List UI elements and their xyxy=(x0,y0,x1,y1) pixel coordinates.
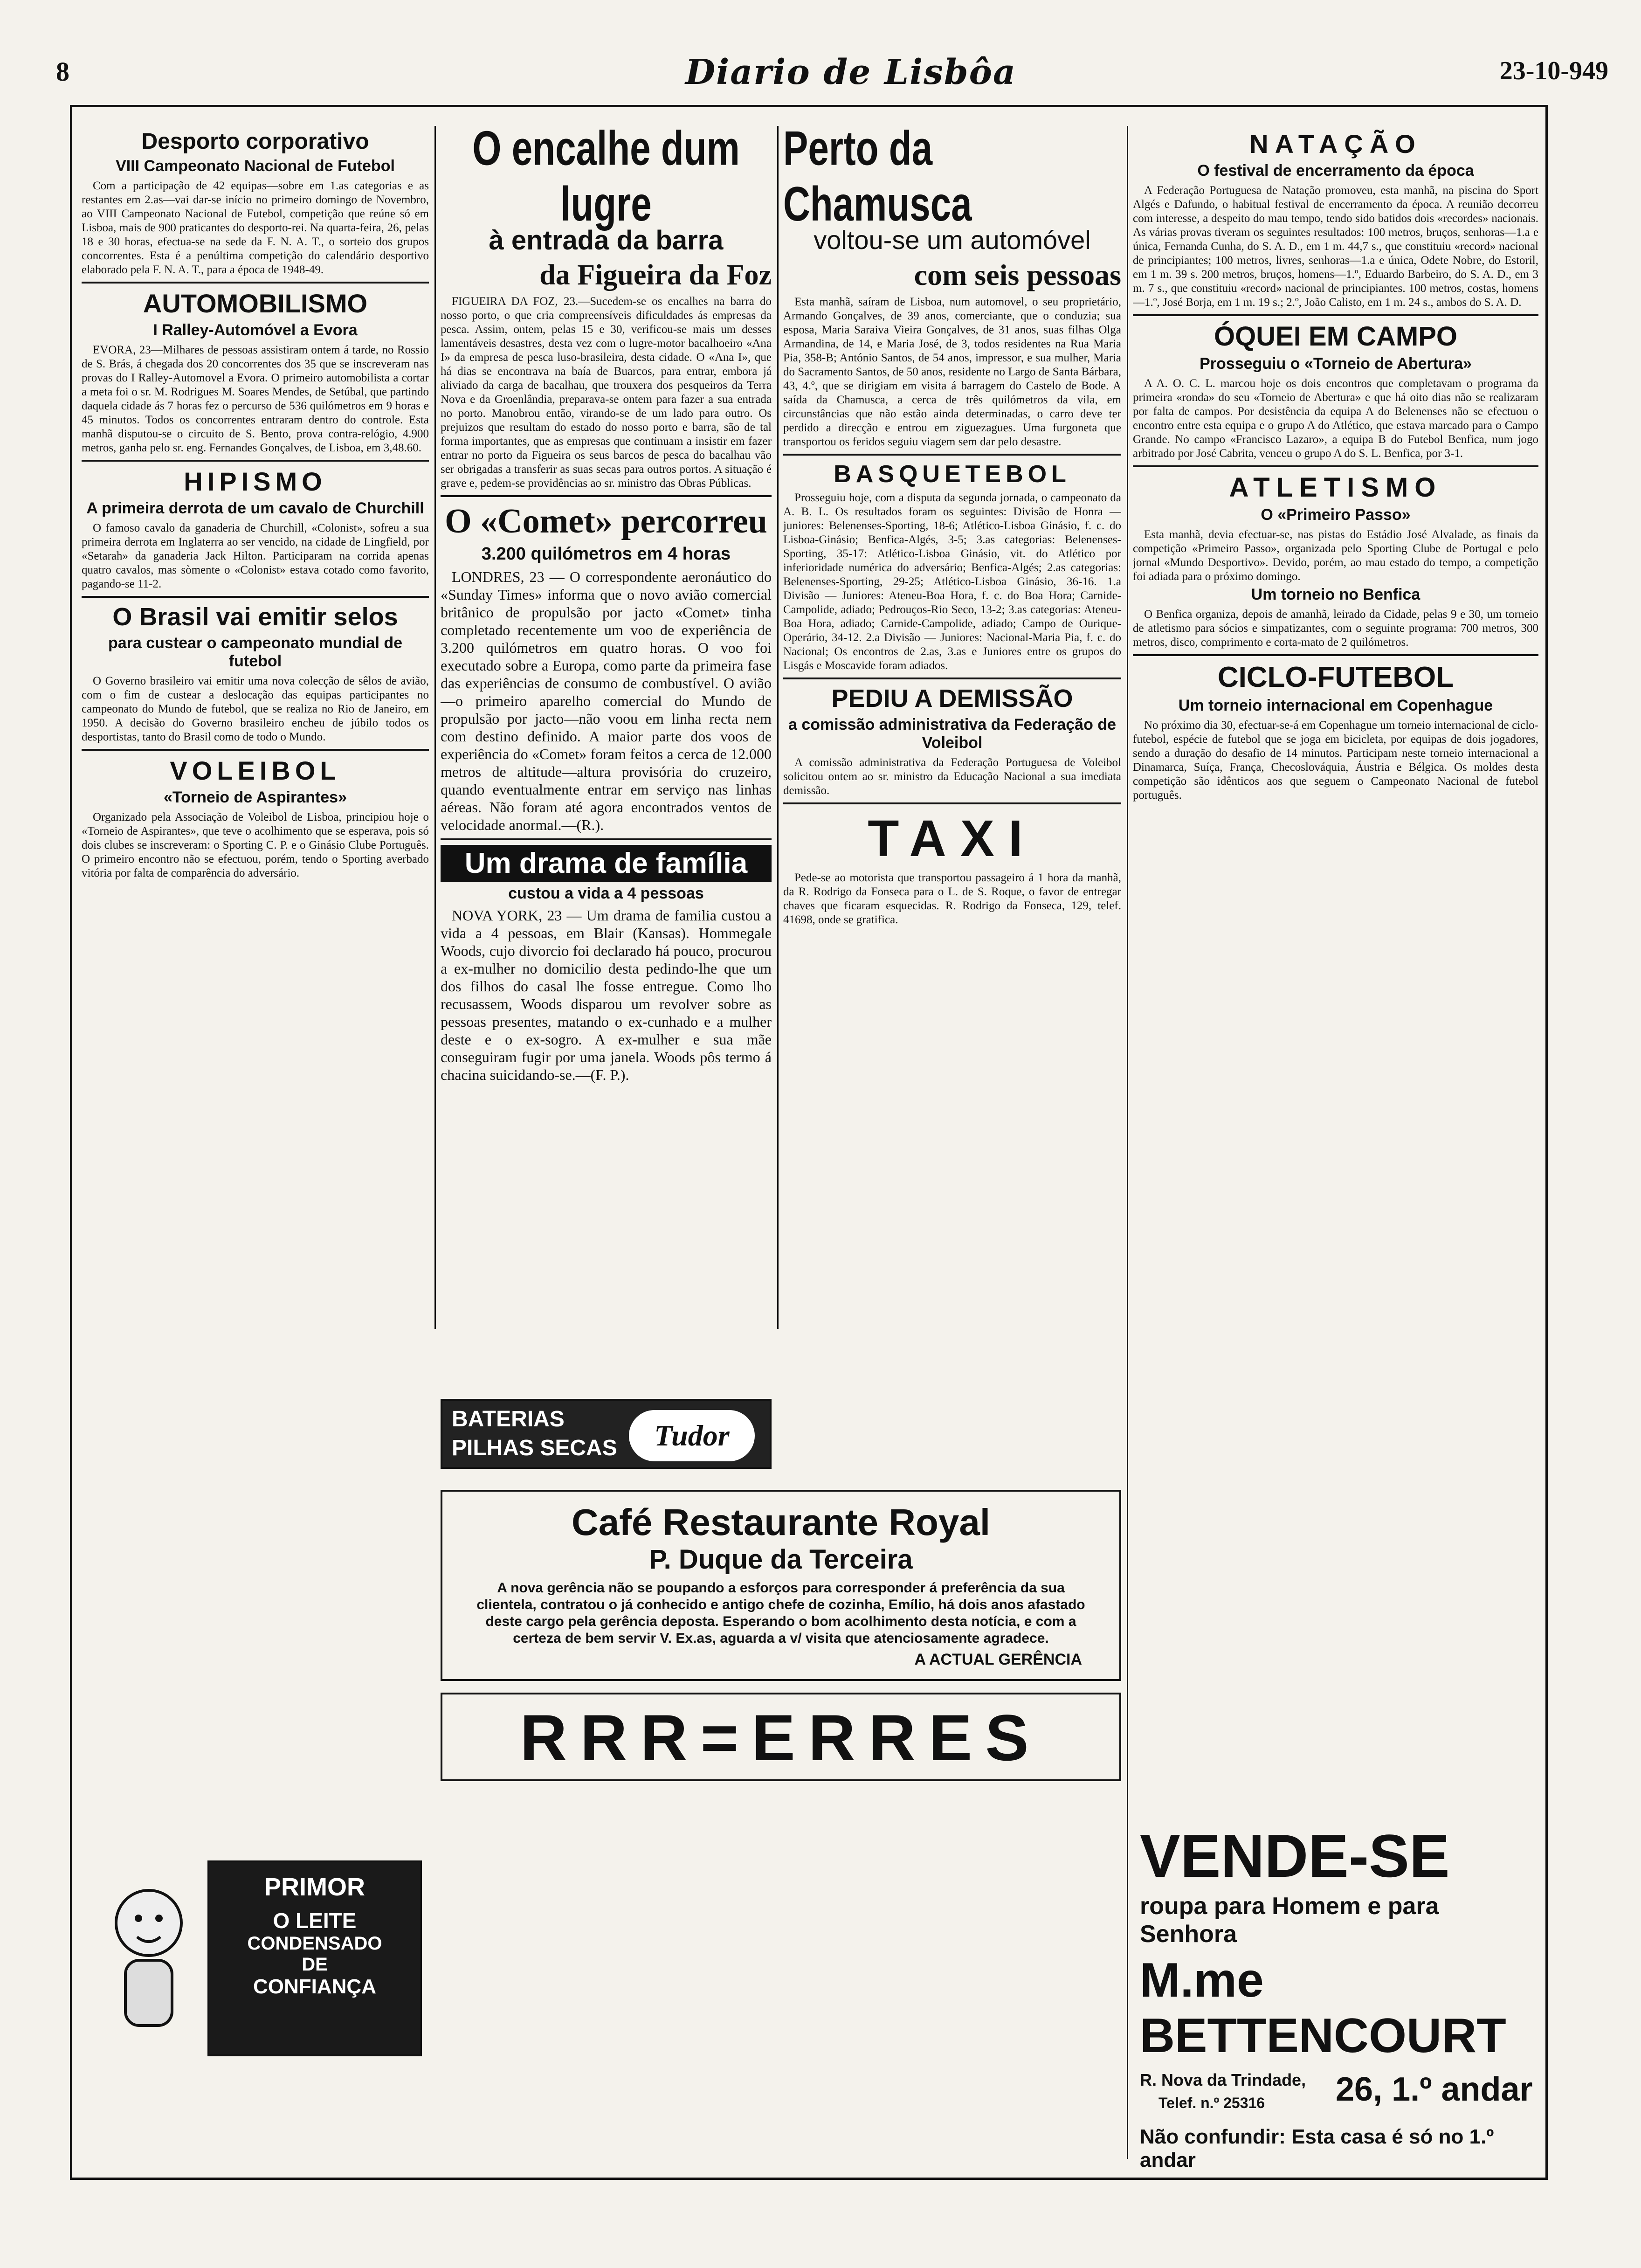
primor-line: DE xyxy=(302,1954,328,1975)
divider xyxy=(441,838,772,840)
divider xyxy=(783,454,1121,456)
subheadline-chamusca-1: voltou-se um automóvel xyxy=(814,225,1091,255)
headline-encalhe: O encalhe dum lugre xyxy=(472,126,740,231)
column-4 xyxy=(1133,126,1538,1772)
primor-brand: PRIMOR xyxy=(264,1873,365,1901)
subheadline-drama: custou a vida a 4 pessoas xyxy=(508,885,704,902)
primor-ad xyxy=(207,1860,422,2056)
article-chamusca: Esta manhã, saíram de Lisboa, num automovel, o seu proprietário, Armando Gonçalves, de 39 anos, comerciante, que o conduzia; sua esposa, Maria Saraiva Vieira Gonçalves, de 31 anos, suas filhas Olga Armandina, de 14, e Maria José, de 3, todos residentes na Rua Maria Pia, 358-B; António Santos, de 54 anos, impressor, e sua mulher, Maria do Sacramento Santos, de 50 anos, residente no Largo de Santa Bárbara, 43, 4.º, que se dirigiam em visita á barragem do Castelo de Bode. A saída da Chamusca, a cerca de três quilómetros da vila, em circunstâncias que não estão ainda determinadas, o carro deve ter perdido a direcção e entrou em ziguezagues. Uma furgoneta que transportou os feridos seguiu viagem sem dar pelo desastre. xyxy=(783,296,1121,448)
headline-drama: Um drama de família xyxy=(441,845,772,882)
headline-comet: O «Comet» percorreu xyxy=(445,502,767,540)
subheadline-comet: 3.200 quilómetros em 4 horas xyxy=(481,544,731,564)
headline-taxi: TAXI xyxy=(868,810,1037,867)
article-ciclo-futebol: No próximo dia 30, efectuar-se-á em Copenhague um torneio internacional de ciclo-futebol, espécie de futebol que se joga em bicicleta, por equipas de dois jogadores, sendo a duração do desafio de 14 minutos. Participam neste torneio internacional a Dinamarca, Suíça, França, Checoslováquia, Áustria e Bélgica. Os moldes desta competição são idênticos aos que seguem o Campeonato Nacional de futebol português. xyxy=(1133,719,1538,802)
subheadline-encalhe-1: à entrada da barra xyxy=(489,225,724,256)
tudor-line: BATERIAS xyxy=(452,1407,565,1431)
subheadline-voleibol: «Torneio de Aspirantes» xyxy=(164,788,347,806)
headline-atletismo: ATLETISMO xyxy=(1229,472,1442,503)
page-frame xyxy=(70,105,1548,2180)
headline-brasil: O Brasil vai emitir selos xyxy=(112,603,398,631)
primor-line: O LEITE xyxy=(273,1908,357,1933)
vende-number: 26, 1.º andar xyxy=(1336,2071,1533,2108)
column-divider xyxy=(777,126,779,1329)
masthead xyxy=(56,52,1608,93)
erres-ad xyxy=(441,1693,1121,1781)
cafe-text: A nova gerência não se poupando a esforços para corresponder á preferência da sua clientela, contratou o já conhecido e antigo chefe de cozinha, Emílio, há dois anos afastado deste cargo pela gerência deposta. Esperando o bom acolhimento desta notícia, e com a certeza de bem servir V. Ex.as, aguarda a v/ visita que atenciosamente agradece. xyxy=(476,1580,1085,1646)
divider xyxy=(783,678,1121,679)
divider xyxy=(82,596,429,598)
article-voleibol: Organizado pela Associação de Voleibol de Lisboa, principiou hoje o «Torneio de Aspirantes», que teve o acolhimento que se esperava, pois só dois clubes se inscreveram: o Sporting C. P. e o Ginásio Clube Português. O primeiro encontro não se efectuou, porém, tendo o Sporting averbado vitória por falta de comparência do adversário. xyxy=(82,811,429,879)
article-basquetebol: Prosseguiu hoje, com a disputa da segunda jornada, o campeonato da A. B. L. Os resultados foram os seguintes: Divisão de Honra — juniores: Belenenses-Sporting, 18-6; Atlético-Lisboa Ginásio, f. c. do Lisboa-Ginásio; Benfica-Algés, 3-5; 3.as categorias: Belenenses-Sporting, 35-17: Atlético-Lisboa Ginásio, vit. do Atlético por inferioridade numérica do adversário; Benfica-Algés; 2.as categorias: Belenenses-Sporting, 29-25; Atlético-Lisboa Ginásio, 36-16. 1.a Divisão — Juniores: Ateneu-Boa Hora, f. c. do Boa Hora; Carnide-Campolide, adiado; Pedrouços-Rio Seco, 13-2; 3.as categorias: Ateneu-Boa Hora, adiado; Carnide-Campolide, adiado; Campo de Ourique-Operário, 34-12. 2.a Divisão — Juniores: Nacional-Maria Pia, f. c. do Nacional; Os encontros de 2.as, 3.as e Juniores entre os grupos do Lisgás e Moscavide foram adiados. xyxy=(783,491,1121,672)
vende-subtitle: roupa para Homem e para Senhora xyxy=(1140,1893,1439,1948)
subheadline-encalhe-2: da Figueira da Foz xyxy=(539,259,772,291)
divider xyxy=(1133,465,1538,467)
headline-natacao: NATAÇÃO xyxy=(1249,129,1422,159)
subheadline-rally: I Ralley-Automóvel a Evora xyxy=(153,321,358,339)
article-brasil: O Governo brasileiro vai emitir uma nova colecção de sêlos de avião, com o fim de custear a deslocação das equipas participantes no campeonato do Mundo de futebol, que se realiza no Rio de Janeiro, em 1950. A decisão do Governo brasileiro encheu de júbilo todos os desportistas, tanto do Brasil como de todo o Mundo. xyxy=(82,675,429,743)
subheadline-hipismo: A primeira derrota de um cavalo de Churchill xyxy=(86,499,424,517)
subheadline-ciclo-futebol: Um torneio internacional em Copenhague xyxy=(1178,697,1493,714)
headline-automobilismo: AUTOMOBILISMO xyxy=(143,289,368,318)
subheadline-natacao: O festival de encerramento da época xyxy=(1197,162,1474,180)
cafe-street: P. Duque da Terceira xyxy=(649,1544,913,1575)
article-desporto: Com a participação de 42 equipas—sobre em 1.as categorias e as restantes em 2.as—vai dar-se início no primeiro domingo de Novembro, ao VIII Campeonato Nacional de Futebol, competição que reúne só em Lisboa, mais de 900 praticantes do desporto-rei. Na quarta-feira, 26, pelas 18 e 30 horas, efectua-se na sede da F. N. A. T., o sorteio dos grupos concorrentes. Esta é a penúltima competição do calendário desportivo elaborado pela F. N. A. T., para a época de 1948-49. xyxy=(82,180,429,276)
column-3 xyxy=(783,126,1121,1427)
article-automobilismo: EVORA, 23—Milhares de pessoas assistiram ontem á tarde, no Rossio de S. Brás, á chegada dos 20 concorrentes dos 35 que se inscreveram nas provas do I Ralley-Automovel a Evora. O primeiro automobilista a cortar a meta foi o sr. M. Rodrigues M. Soares Mendes, de Setúbal, que partindo daquela cidade ás 7 horas fez o percurso de 536 quilómetros em 9 horas e 45 minutos. Todos os concorrentes entraram dentro do controle. Esta manhã disputou-se o circuito de S. Bento, prova contra-relógio, 4.900 metros, ganha pelo sr. eng. Fernandes Gonçalves, de Lisboa, em 3,48.60. xyxy=(82,344,429,454)
article-oquei: A A. O. C. L. marcou hoje os dois encontros que completavam o programa da primeira «ronda» do seu «Torneio de Abertura» e que há oito dias não se realizaram por falta de campos. Por desistência da equipa A do Belenenses não se efectuou o encontro entre esta equipa e o grupo A do Atlético, que estava marcado para o Campo Grande. No campo «Francisco Lazaro», a equipa B do Futebol Benfica, num jogo arbitrado por José Cabrita, venceu o grupo A do S. L. Benfica, por 3-1. xyxy=(1133,377,1538,460)
article-natacao: A Federação Portuguesa de Natação promoveu, esta manhã, na piscina do Sport Algés e Dafundo, o habitual festival de encerramento da época. A reunião decorreu com interesse, a despeito do mau tempo, tendo sido batidos dois «recordes» nacionais. As várias provas tiveram os seguintes resultados: 100 metros, bruços, senhoras—1.a e única, Fernanda Cunha, do S. A. D., em 1 m. 44,7 s., que constituiu «record» nacional de principiantes; 100 metros, livres, senhoras—1.a e única, Odete Nobre, do Estoril, em 1 m. 39 s. 200 metros, bruços, homens—1.º, Eduardo Barbeiro, do S. A. D., em 3 m. 7 s., que constituiu «record» nacional de principiantes. 100 metros, costas, homens—1.º, José Borja, em 1 m. 19 s.; 2.º, João Calisto, em 1 m. 24 s., ambos do S. A. D. xyxy=(1133,184,1538,309)
headline-ciclo-futebol: CICLO-FUTEBOL xyxy=(1217,661,1454,693)
headline-oquei: ÓQUEI EM CAMPO xyxy=(1214,321,1458,352)
subheadline-chamusca-2: com seis pessoas xyxy=(914,258,1121,291)
subheadline-brasil: para custear o campeonato mundial de futebol xyxy=(108,634,403,670)
baby-icon xyxy=(97,1881,200,2040)
newspaper-title: Diario de Lisbôa xyxy=(685,52,1016,92)
subheadline-benfica: Um torneio no Benfica xyxy=(1251,586,1420,603)
divider xyxy=(82,460,429,462)
divider xyxy=(783,802,1121,804)
tudor-ad xyxy=(441,1399,772,1469)
headline-chamusca: Perto da Chamusca xyxy=(783,126,972,231)
divider xyxy=(441,495,772,497)
divider xyxy=(1133,314,1538,316)
headline-basquetebol: BASQUETEBOL xyxy=(834,461,1071,488)
vende-address-row xyxy=(1140,2070,1541,2122)
page-number: 8 xyxy=(56,56,69,87)
divider xyxy=(1133,654,1538,656)
article-drama: NOVA YORK, 23 — Um drama de familia custou a vida a 4 pessoas, em Blair (Kansas). Hommegale Woods, cujo divorcio foi declarado há pouco, procurou a ex-mulher no domicilio desta pedindo-lhe que um dos filhos do casal lhe fosse entregue. Como lho recusassem, Woods disparou um revolver sobre as pessoas presentes, matando o ex-cunhado e a mulher deste e o ex-sogro. A ex-mulher e sua mãe conseguiram fugir por uma janela. Woods pôs termo á chacina suicidando-se.—(F. P.). xyxy=(441,907,772,1083)
article-hipismo: O famoso cavalo da ganaderia de Churchill, «Colonist», sofreu a sua primeira derrota em Inglaterra ao ser vencido, na cidade de Lingfield, por «Setarah» da ganaderia Jack Hilton. Participaram na corrida apenas quatro cavalos, mas sòmente o «Colonist» estava cotado como favorito, pagando-se 11-2. xyxy=(82,522,429,590)
headline-hipismo: HIPISMO xyxy=(184,467,327,496)
column-divider xyxy=(1127,126,1128,2159)
vende-phone: Telef. n.º 25316 xyxy=(1158,2095,1265,2111)
divider xyxy=(82,749,429,751)
vende-title: VENDE-SE xyxy=(1140,1822,1450,1890)
vende-address: R. Nova da Trindade, xyxy=(1140,2070,1306,2089)
headline-desporto: Desporto corporativo xyxy=(141,129,369,154)
column-1 xyxy=(82,126,429,1413)
subheadline-atletismo: O «Primeiro Passo» xyxy=(1261,506,1411,524)
column-2 xyxy=(441,126,772,1362)
cafe-royal-ad xyxy=(441,1490,1121,1681)
article-encalhe: FIGUEIRA DA FOZ, 23.—Sucedem-se os encalhes na barra do nosso porto, o que cria compreensíveis dificuldades ás empresas da pesca. Assim, ontem, pelas 15 e 30, verificou-se mais um desses lamentáveis desastres, desta vez com o lugre-motor bacalhoeiro «Ana I» da empresa de pesca luso-brasileira, desta cidade. O «Ana I», que há dias se encontrava na baía de Buarcos, para entrar, embora já aliviado da carga de bacalhau, que trouxera dos pesqueiros da Terra Nova e da Groenlândia, preparava-se ontem para fazer a sua entrada no porto. Manobrou então, virando-se de um lado para outro. Os prejuizos que resultam do estado do nosso porto e barra, são de tal forma importantes, que as empresas que continuam a insistir em fazer entrar no porto da Figueira os seus barcos de pesca do bacalhau vão ser obrigadas a transferir as suas secas para outros portos. A situação é grave e, pedem-se providências ao sr. ministro das Obras Públicas. xyxy=(441,295,772,490)
cafe-signature: A ACTUAL GERÊNCIA xyxy=(914,1651,1082,1668)
primor-line: CONFIANÇA xyxy=(253,1975,376,1998)
primor-line: CONDENSADO xyxy=(247,1933,382,1954)
article-comet: LONDRES, 23 — O correspondente aeronáutico do «Sunday Times» informa que o novo avião comercial britânico de propulsão por jacto «Comet» tinha completado recentemente um voo de experiência de 3.200 quilómetros em quatro horas. O voo foi executado sobre a Europa, como parte da primeira fase das experiências de consumo de combustível. O avião—o primeiro aparelho comercial do Mundo de propulsão por jacto—não voou em linha recta nem com destino definido. A maior parte dos voos de experiência do «Comet» foram feitos a cerca de 12.000 metros de altitude—altura provisória do cruzeiro, quando eventualmente entrar em serviço nas linhas aéreas. Não foram até agora encontrados ventos de velocidade anormal.—(R.). xyxy=(441,568,772,833)
article-benfica: O Benfica organiza, depois de amanhã, leirado da Cidade, pelas 9 e 30, um torneio de atletismo para sócios e simpatizantes, com o seguinte programa: 700 metros, 300 metros, disco, comprimento e corta-mato de 2 quilómetros. xyxy=(1133,608,1538,649)
divider xyxy=(82,282,429,284)
vende-name: M.me BETTENCOURT xyxy=(1140,1953,1506,2063)
headline-voleibol: VOLEIBOL xyxy=(170,756,341,785)
article-taxi: Pede-se ao motorista que transportou passageiro á 1 hora da manhã, da R. Rodrigo da Fonseca para o L. de S. Roque, o favor de entregar chaves que ficaram esquecidas. R. Rodrigo da Fonseca, 129, telef. 41698, onde se gratifica. xyxy=(783,871,1121,926)
erres-text: RRR=ERRES xyxy=(520,1701,1042,1774)
article-atletismo: Esta manhã, devia efectuar-se, nas pistas do Estádio José Alvalade, as finais da competição «Primeiro Passo», organizada pelo Sporting Clube de Portugal e pelo jornal «Mundo Desportivo». Devido, porém, ao mau estado do tempo, a competição foi adiada para o próximo domingo. xyxy=(1133,528,1538,583)
subheadline-oquei: Prosseguiu o «Torneio de Abertura» xyxy=(1200,355,1472,373)
subheadline-desporto: VIII Campeonato Nacional de Futebol xyxy=(116,157,395,175)
article-demissao: A comissão administrativa da Federação Portuguesa de Voleibol solicitou ontem ao sr. ministro da Educação Nacional a sua imediata demissão. xyxy=(783,756,1121,797)
tudor-logo: Tudor xyxy=(629,1410,755,1461)
column-divider xyxy=(434,126,436,1329)
vende-se-ad xyxy=(1140,1822,1541,2171)
vende-footer: Não confundir: Esta casa é só no 1.º andar xyxy=(1140,2125,1494,2171)
issue-date: 23-10-949 xyxy=(1499,56,1608,85)
subheadline-demissao: a comissão administrativa da Federação de Voleibol xyxy=(788,716,1116,752)
tudor-line: PILHAS SECAS xyxy=(452,1436,617,1460)
headline-demissao: PEDIU A DEMISSÃO xyxy=(831,685,1073,712)
cafe-name: Café Restaurante Royal xyxy=(571,1501,991,1543)
